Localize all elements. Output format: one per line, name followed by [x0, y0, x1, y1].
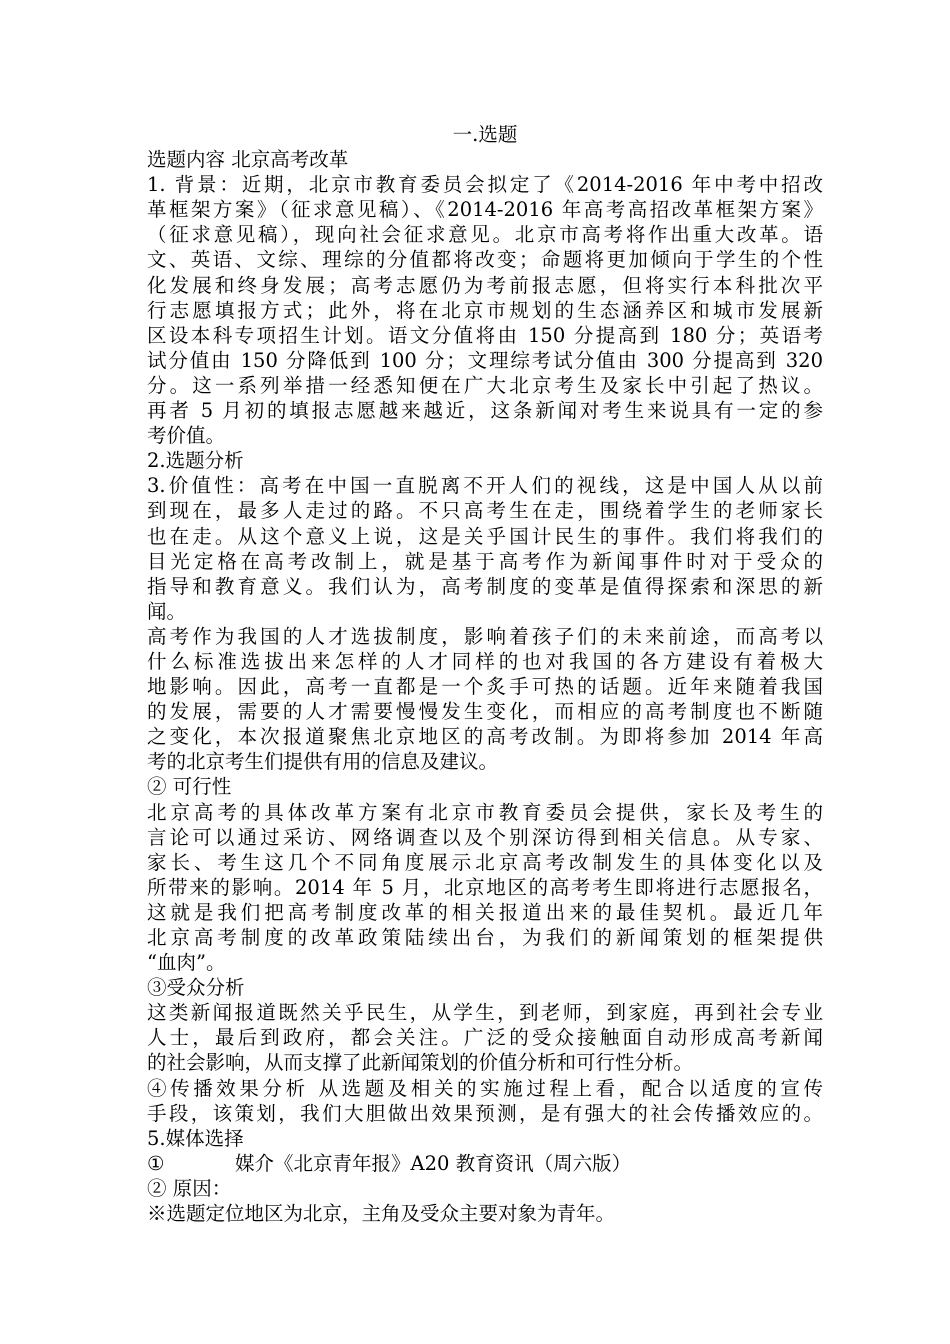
value-line: 3.价值性：高考在中国一直脱离不开人们的视线，这是中国人从以前 — [147, 474, 823, 498]
background-line: 化发展和终身发展；高考志愿仍为考前报志愿，但将实行本科批次平 — [147, 273, 823, 297]
background-line: 再者 5 月初的填报志愿越来越近，这条新闻对考生来说具有一定的参 — [147, 399, 823, 423]
background-line: 文、英语、文综、理综的分值都将改变；命题将更加倾向于学生的个性 — [147, 248, 823, 272]
value-line: 指导和教育意义。我们认为，高考制度的变革是值得探索和深思的新 — [147, 574, 823, 598]
feasibility-line: 言论可以通过采访、网络调查以及个别深访得到相关信息。从专家、 — [147, 825, 823, 849]
value-line: 也在走。从这个意义上说，这是关乎国计民生的事件。我们将我们的 — [147, 524, 823, 548]
feasibility-line: 家长、考生这几个不同角度展示北京高考改制发生的具体变化以及 — [147, 850, 823, 874]
paragraph-line: 考的北京考生们提供有用的信息及建议。 — [147, 750, 499, 774]
document-body — [147, 122, 823, 1226]
background-line: 区设本科专项招生计划。语文分值将由 150 分提高到 180 分；英语考 — [147, 323, 823, 347]
background-line: 试分值由 150 分降低到 100 分；文理综考试分值由 300 分提高到 320 — [147, 348, 823, 372]
background-line: 行志愿填报方式；此外，将在北京市规划的生态涵养区和城市发展新 — [147, 298, 823, 322]
background-line: 分。这一系列举措一经悉知便在广大北京考生及家长中引起了热议。 — [147, 373, 823, 397]
feasibility-line: 所带来的影响。2014 年 5 月，北京地区的高考考生即将进行志愿报名， — [147, 875, 823, 899]
media-item-text: 媒介《北京青年报》A20 教育资讯（周六版） — [235, 1151, 632, 1175]
paragraph-line: 地影响。因此，高考一直都是一个炙手可热的话题。近年来随着我国 — [147, 675, 823, 699]
feasibility-line: 这就是我们把高考制度改革的相关报道出来的最佳契机。最近几年 — [147, 900, 823, 924]
audience-line: 人士，最后到政府，都会关注。广泛的受众接触面自动形成高考新闻 — [147, 1026, 823, 1050]
value-line: 到现在，最多人走过的路。不只高考生在走，围绕着学生的老师家长 — [147, 499, 823, 523]
reason-text: ※选题定位地区为北京，主角及受众主要对象为青年。 — [147, 1202, 616, 1226]
section-heading: 2.选题分析 — [147, 449, 244, 473]
section-heading: 5.媒体选择 — [147, 1126, 244, 1150]
paragraph-line: 之变化，本次报道聚焦北京地区的高考改制。为即将参加 2014 年高 — [147, 725, 823, 749]
feasibility-line: 北京高考的具体改革方案有北京市教育委员会提供，家长及考生的 — [147, 800, 823, 824]
background-line: 1. 背景：近期，北京市教育委员会拟定了《2014-2016 年中考中招改 — [147, 173, 823, 197]
feasibility-line: “血肉”。 — [147, 951, 226, 975]
feasibility-line: 北京高考制度的改革政策陆续出台，为我们的新闻策划的框架提供 — [147, 926, 823, 949]
media-item-number: ① — [147, 1151, 165, 1175]
effect-line: ④传播效果分析 从选题及相关的实施过程上看，配合以适度的宣传 — [147, 1076, 823, 1100]
media-item — [147, 1151, 823, 1176]
audience-line: 这类新闻报道既然关乎民生，从学生，到老师，到家庭，再到社会专业 — [147, 1001, 823, 1025]
section-heading: ③受众分析 — [147, 976, 245, 1000]
background-line: （征求意见稿），现向社会征求意见。北京市高考将作出重大改革。语 — [147, 223, 823, 247]
effect-line: 手段，该策划，我们大胆做出效果预测，是有强大的社会传播效应的。 — [147, 1101, 823, 1125]
background-line: 考价值。 — [147, 424, 226, 448]
background-line: 革框架方案》（征求意见稿）、《2014-2016 年高考高招改革框架方案》 — [147, 198, 823, 222]
value-line: 闻。 — [147, 599, 187, 623]
value-line: 目光定格在高考改制上，就是基于高考作为新闻事件时对于受众的 — [147, 549, 823, 573]
paragraph-line: 的发展，需要的人才需要慢慢发生变化，而相应的高考制度也不断随 — [147, 700, 823, 724]
section-heading: ② 可行性 — [147, 775, 232, 799]
paragraph-line: 高考作为我国的人才选拔制度，影响着孩子们的未来前途，而高考以 — [147, 624, 823, 648]
paragraph-line: 什么标准选拔出来怎样的人才同样的也对我国的各方建设有着极大 — [147, 649, 823, 673]
document-title: 一.选题 — [452, 123, 518, 146]
topic-content-line: 选题内容 北京高考改革 — [147, 148, 349, 172]
audience-line: 的社会影响，从而支撑了此新闻策划的价值分析和可行性分析。 — [147, 1051, 694, 1075]
reason-label: ② 原因： — [147, 1176, 232, 1200]
